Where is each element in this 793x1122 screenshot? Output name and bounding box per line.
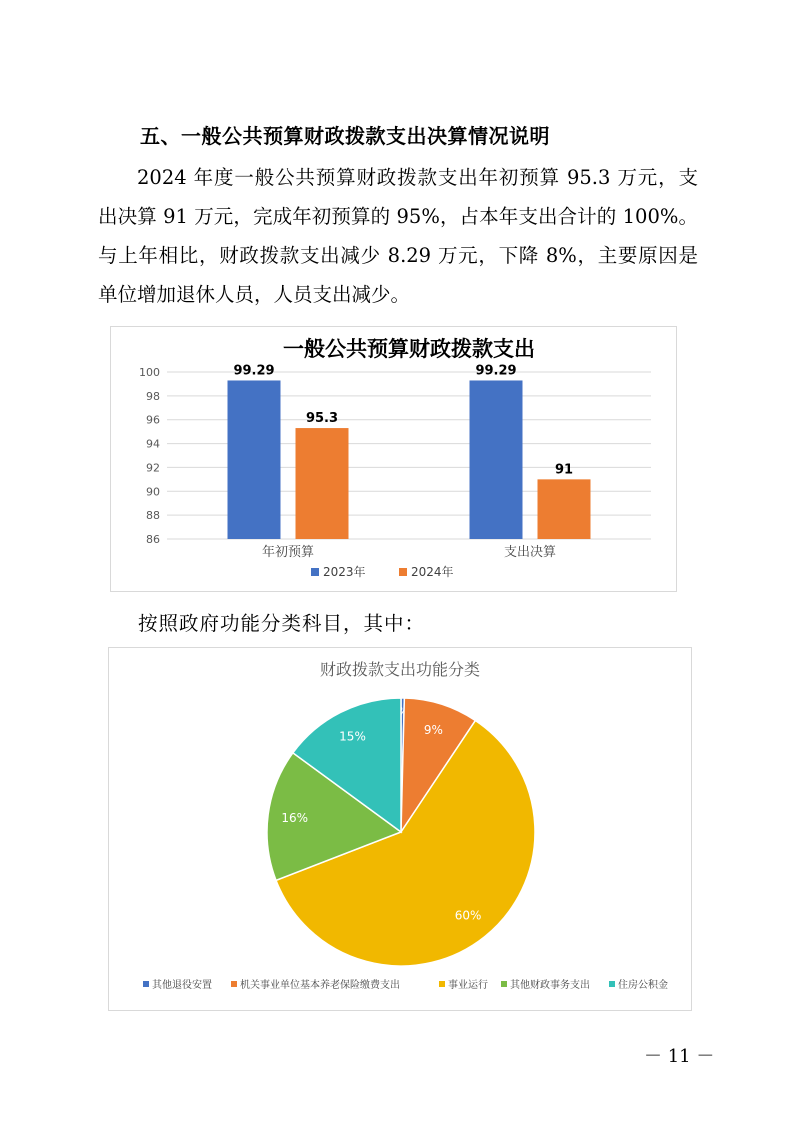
x-category-label: 支出决算 bbox=[503, 545, 557, 560]
bar bbox=[470, 380, 523, 539]
bar-chart bbox=[111, 327, 676, 591]
legend-swatch bbox=[143, 981, 149, 987]
bar bbox=[296, 428, 349, 539]
pie-chart-container bbox=[108, 647, 692, 1011]
legend-label: 2023年 bbox=[323, 565, 366, 579]
y-tick-label: 100 bbox=[139, 366, 160, 379]
legend-swatch bbox=[439, 981, 445, 987]
legend-label: 其他退役安置 bbox=[152, 980, 212, 991]
legend-label: 2024年 bbox=[411, 565, 454, 579]
slice-label: 15% bbox=[339, 729, 366, 744]
y-tick-label: 98 bbox=[146, 389, 160, 403]
bar-chart-container bbox=[110, 326, 677, 592]
y-tick-label: 94 bbox=[146, 437, 160, 451]
legend-swatch bbox=[311, 568, 319, 576]
description-paragraph bbox=[98, 158, 698, 314]
legend-label: 其他财政事务支出 bbox=[510, 980, 590, 991]
data-label: 95.3 bbox=[305, 411, 339, 427]
slice-label: 60% bbox=[454, 908, 482, 923]
pie-chart bbox=[109, 648, 691, 1010]
paragraph-line: 单位增加退休人员，人员支出减少。 bbox=[98, 283, 411, 306]
paragraph-line: 2024 年度一般公共预算财政拨款支出年初预算 95.3 万元，支 bbox=[137, 166, 698, 189]
data-label: 99.29 bbox=[475, 363, 517, 379]
chart-title: 财政拨款支出功能分类 bbox=[319, 660, 481, 679]
legend-label: 事业运行 bbox=[448, 980, 488, 991]
data-label: 99.29 bbox=[233, 363, 275, 379]
classification-line: 按照政府功能分类科目，其中： bbox=[138, 612, 426, 635]
chart-title: 一般公共预算财政拨款支出 bbox=[283, 337, 535, 361]
legend-label: 机关事业单位基本养老保险缴费支出 bbox=[240, 980, 400, 991]
data-label: 91 bbox=[554, 462, 574, 478]
paragraph-line: 与上年相比，财政拨款支出减少 8.29 万元，下降 8%，主要原因是 bbox=[98, 244, 698, 267]
slice-label: 16% bbox=[281, 810, 309, 825]
slice-label: 9% bbox=[423, 722, 443, 737]
legend-swatch bbox=[609, 981, 615, 987]
page-number: － 11 － bbox=[644, 1046, 715, 1067]
bar bbox=[538, 479, 591, 539]
legend-label: 住房公积金 bbox=[618, 980, 668, 991]
y-tick-label: 88 bbox=[146, 509, 160, 523]
y-tick-label: 86 bbox=[146, 533, 160, 546]
section-heading: 五、一般公共预算财政拨款支出决算情况说明 bbox=[140, 124, 550, 148]
legend-swatch bbox=[501, 981, 507, 987]
y-tick-label: 96 bbox=[146, 413, 160, 427]
y-tick-label: 90 bbox=[146, 485, 160, 499]
y-tick-label: 92 bbox=[146, 461, 160, 475]
bar bbox=[228, 380, 281, 539]
x-category-label: 年初预算 bbox=[261, 545, 315, 560]
legend-swatch bbox=[231, 981, 237, 987]
legend-swatch bbox=[399, 568, 407, 576]
paragraph-line: 出决算 91 万元，完成年初预算的 95%，占本年支出合计的 100%。 bbox=[98, 205, 698, 228]
